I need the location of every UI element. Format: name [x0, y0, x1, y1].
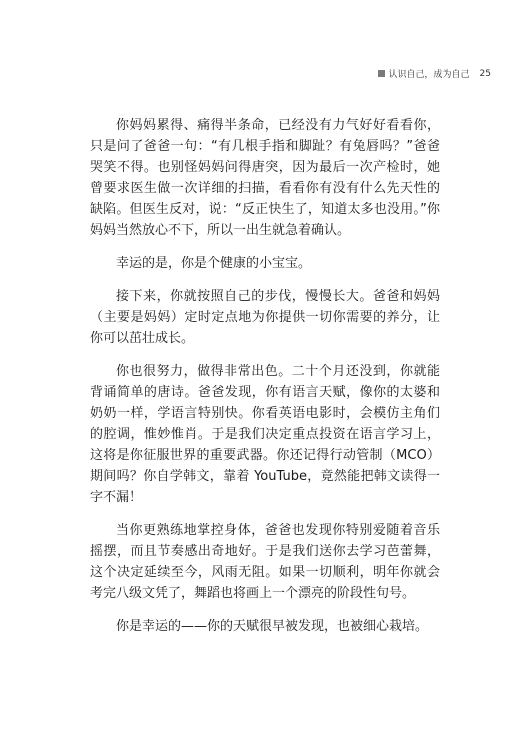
paragraph: 你也很努力，做得非常出色。二十个月还没到，你就能背诵简单的唐诗。爸爸发现，你有语言天赋，像你的太婆和奶奶一样，学语言特别快。你看英语电影时，会模仿主角们的腔调，惟妙惟肖。于是我们决定重点投资在语言学习上，这将是你征服世界的重要武器。你还记得行动管制（MCO）期间吗？你自学韩文，靠着 YouTube，竟然能把韩文读得一字不漏！	[90, 364, 440, 505]
paragraph: 接下来，你就按照自己的步伐，慢慢长大。爸爸和妈妈（主要是妈妈）定时定点地为你提供一切你需要的养分，让你可以茁壮成长。	[90, 289, 440, 346]
paragraph: 当你更熟练地掌控身体，爸爸也发现你特别爱随着音乐摇摆，而且节奏感出奇地好。于是我们送你去学习芭蕾舞，这个决定延续至今，风雨无阻。如果一切顺利，明年你就会考完八级文凭了，舞蹈也将画上一个漂亮的阶段性句号。	[90, 523, 440, 601]
paragraph: 你妈妈累得、痛得半条命，已经没有力气好好看看你，只是问了爸爸一句：“有几根手指和脚趾？有兔唇吗？”爸爸哭笑不得。也别怪妈妈问得唐突，因为最后一次产检时，她曾要求医生做一次详细的扫描，看看你有没有什么先天性的缺陷。但医生反对，说：“反正快生了，知道太多也没用。”你妈妈当然放心不下，所以一出生就急着确认。	[90, 118, 440, 238]
body-text	[90, 115, 440, 649]
paragraph: 你是幸运的——你的天赋很早被发现，也被细心栽培。	[116, 619, 429, 634]
page-number: 25	[479, 68, 491, 79]
paragraph: 幸运的是，你是个健康的小宝宝。	[116, 256, 312, 271]
square-bullet-icon	[378, 70, 385, 77]
chapter-title: 认识自己，成为自己	[388, 70, 470, 80]
running-header	[378, 67, 491, 80]
